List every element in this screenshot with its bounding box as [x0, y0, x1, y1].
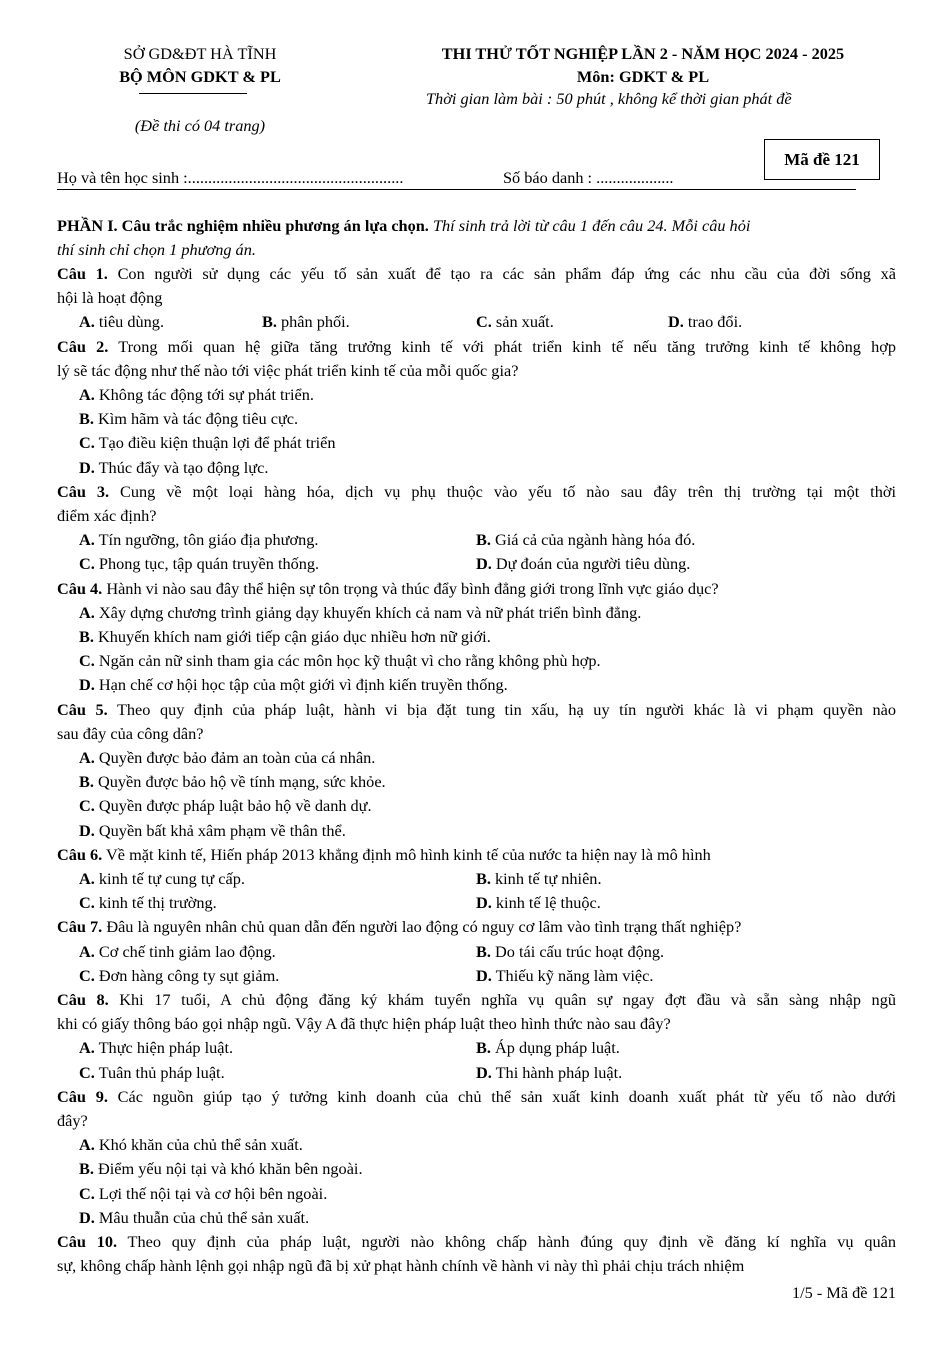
- option-label: A.: [79, 530, 95, 550]
- option-label: B.: [476, 530, 491, 550]
- option-d: [79, 1206, 309, 1230]
- student-id-field: Số báo danh : ...................: [503, 168, 674, 187]
- option-d: [476, 964, 653, 988]
- option-text: Điểm yếu nội tại và khó khăn bên ngoài.: [98, 1159, 363, 1179]
- option-label: B.: [79, 627, 94, 646]
- option-text: Lợi thế nội tại và cơ hội bên ngoài.: [98, 1183, 328, 1203]
- question-2-text-line: [57, 359, 896, 383]
- option-b: [476, 940, 664, 964]
- option-text: tiêu dùng.: [98, 312, 165, 332]
- org-line-2: BỘ MÔN GDKT & PL: [119, 67, 281, 86]
- option-label: C.: [79, 1062, 95, 1082]
- option-label: C.: [79, 965, 95, 985]
- option-c: [476, 310, 554, 334]
- exam-code: Mã đề 121: [784, 149, 860, 169]
- question-10-text-line: [57, 1230, 896, 1254]
- option-label: A.: [79, 869, 95, 888]
- option-text: phân phối.: [281, 312, 350, 332]
- option-text: Thúc đẩy và tạo động lực.: [98, 457, 269, 477]
- option-label: C.: [79, 651, 95, 671]
- option-text: Áp dụng pháp luật.: [495, 1038, 620, 1058]
- option-label: B.: [476, 941, 491, 961]
- option-d: [476, 1061, 622, 1085]
- question-8-text-line: [57, 1012, 896, 1036]
- option-text: Giá cả của ngành hàng hóa đó.: [495, 530, 696, 550]
- question-text: Cung về một loại hàng hóa, dịch vụ phụ thuộc vào yếu tố nào sau đây trên thị trường tại một thời: [120, 481, 896, 501]
- option-label: B.: [262, 312, 277, 332]
- question-3-text-line: [57, 504, 896, 528]
- option-text: kinh tế thị trường.: [98, 893, 217, 913]
- question-label: Câu 9.: [57, 1086, 108, 1106]
- option-text: Khuyến khích nam giới tiếp cận giáo dục nhiều hơn nữ giới.: [98, 627, 491, 646]
- option-label: D.: [476, 554, 492, 574]
- option-c: [79, 552, 319, 576]
- option-label: D.: [79, 820, 95, 840]
- part1-title: PHẦN I. Câu trắc nghiệm nhiều phương án lựa chọn.: [57, 216, 429, 235]
- question-5-text-line: [57, 722, 896, 746]
- option-a: [79, 940, 276, 964]
- option-d: [79, 456, 268, 480]
- option-b: [79, 407, 298, 431]
- option-text: kinh tế tự nhiên.: [495, 869, 602, 888]
- option-c: [79, 891, 217, 915]
- option-text: Cơ chế tinh giảm lao động.: [98, 941, 276, 961]
- option-label: B.: [79, 772, 94, 792]
- question-label: Câu 3.: [57, 481, 110, 501]
- question-text: Hành vi nào sau đây thể hiện sự tôn trọng và thúc đẩy bình đẳng giới trong lĩnh vực giáo dục?: [106, 578, 719, 598]
- option-label: D.: [668, 312, 684, 332]
- option-label: C.: [79, 796, 95, 816]
- question-label: Câu 1.: [57, 264, 108, 283]
- option-label: D.: [476, 893, 492, 913]
- option-d: [476, 891, 601, 915]
- question-label: Câu 8.: [57, 990, 109, 1009]
- option-text: Do tái cấu trúc hoạt động.: [495, 941, 665, 961]
- option-b: [476, 1036, 620, 1060]
- option-label: A.: [79, 1135, 95, 1155]
- question-5-text-line: [57, 698, 896, 722]
- option-label: D.: [79, 457, 95, 477]
- option-text: Quyền bất khả xâm phạm về thân thể.: [98, 820, 346, 840]
- exam-subject: Môn: GDKT & PL: [576, 67, 710, 86]
- question-label: Câu 6.: [57, 844, 103, 864]
- option-a: [79, 746, 375, 770]
- option-label: A.: [79, 941, 95, 961]
- option-text: Thi hành pháp luật.: [495, 1062, 623, 1082]
- option-label: C.: [79, 554, 95, 574]
- option-d: [476, 552, 690, 576]
- option-text: Đơn hàng công ty sụt giảm.: [98, 965, 280, 985]
- exam-code-box: [764, 139, 880, 180]
- option-label: D.: [79, 675, 95, 695]
- option-text: Tín ngưỡng, tôn giáo địa phương.: [98, 530, 319, 550]
- option-label: A.: [79, 385, 95, 404]
- question-text: Về mặt kinh tế, Hiến pháp 2013 khẳng định mô hình kinh tế của nước ta hiện nay là mô hình: [106, 844, 711, 864]
- option-text: Ngăn cản nữ sinh tham gia các môn học kỹ thuật vì cho rằng không phù hợp.: [98, 651, 601, 671]
- option-text: kinh tế tự cung tự cấp.: [98, 869, 245, 888]
- option-text: Tuân thủ pháp luật.: [98, 1062, 225, 1082]
- question-text: lý sẽ tác động như thế nào tới việc phát triển kinh tế của mỗi quốc gia?: [57, 360, 519, 380]
- question-text: Theo quy định của pháp luật, hành vi bịa đặt tung tin xấu, hạ uy tín người khác là vi phạm quyền nào: [116, 699, 896, 719]
- option-label: B.: [79, 409, 94, 429]
- option-label: A.: [79, 312, 95, 332]
- question-label: Câu 10.: [57, 1232, 118, 1251]
- option-c: [79, 964, 279, 988]
- option-label: B.: [476, 869, 491, 888]
- question-text: Con người sử dụng các yếu tố sản xuất để tạo ra các sản phẩm đáp ứng các nhu cầu của đời sống xã: [117, 264, 896, 283]
- question-3-text-line: [57, 480, 896, 504]
- option-text: trao đổi.: [687, 312, 743, 332]
- question-text: sau đây của công dân?: [57, 723, 204, 743]
- option-text: Thiếu kỹ năng làm việc.: [495, 965, 654, 985]
- option-d: [668, 310, 742, 334]
- option-label: D.: [79, 1207, 95, 1227]
- option-label: A.: [79, 1038, 95, 1058]
- option-a: [79, 528, 318, 552]
- option-b: [476, 528, 695, 552]
- option-text: Kìm hãm và tác động tiêu cực.: [98, 409, 299, 429]
- option-label: C.: [79, 1183, 95, 1203]
- option-label: C.: [476, 312, 492, 332]
- option-b: [79, 770, 386, 794]
- question-8-text-line: [57, 988, 896, 1012]
- option-label: B.: [79, 1159, 94, 1179]
- option-a: [79, 1036, 233, 1060]
- option-label: C.: [79, 433, 95, 453]
- question-10-text-line: [57, 1254, 896, 1278]
- page-footer: 1/5 - Mã đề 121: [792, 1283, 896, 1302]
- option-text: Quyền được pháp luật bảo hộ về danh dự.: [98, 796, 372, 816]
- question-text: khi có giấy thông báo gọi nhập ngũ. Vậy A đã thực hiện pháp luật theo hình thức nào sau đây?: [57, 1014, 671, 1034]
- option-b: [79, 1157, 363, 1181]
- question-label: Câu 5.: [57, 699, 108, 719]
- option-label: D.: [476, 965, 492, 985]
- org-line-1: SỞ GD&ĐT HÀ TĨNH: [123, 44, 277, 63]
- option-b: [79, 625, 491, 649]
- option-text: Dự đoán của người tiêu dùng.: [495, 554, 691, 574]
- option-a: [79, 310, 164, 334]
- option-text: Tạo điều kiện thuận lợi để phát triển: [98, 433, 336, 453]
- question-text: điểm xác định?: [57, 506, 157, 525]
- option-a: [79, 867, 245, 891]
- option-label: D.: [476, 1062, 492, 1082]
- option-text: Hạn chế cơ hội học tập của một giới vì định kiến truyền thống.: [98, 675, 508, 695]
- option-text: Không tác động tới sự phát triển.: [98, 385, 314, 404]
- question-text: đây?: [57, 1111, 88, 1130]
- option-text: Quyền được bảo đảm an toàn của cá nhân.: [98, 748, 376, 767]
- option-label: C.: [79, 893, 95, 913]
- option-c: [79, 794, 372, 818]
- part1-instruction: Thí sinh trả lời từ câu 1 đến câu 24. Mỗi câu hỏi: [432, 216, 751, 235]
- exam-title: THI THỬ TỐT NGHIỆP LẦN 2 - NĂM HỌC 2024 - 2025: [441, 44, 845, 63]
- option-c: [79, 1182, 327, 1206]
- option-d: [79, 819, 346, 843]
- question-text: Các nguồn giúp tạo ý tưởng kinh doanh của chủ thể sản xuất kinh doanh xuất phát từ yếu tố nào dưới: [117, 1086, 896, 1106]
- question-4-text-line: [57, 577, 896, 601]
- option-b: [476, 867, 602, 891]
- question-1-text-line: [57, 262, 896, 286]
- option-d: [79, 673, 508, 697]
- question-9-text-line: [57, 1085, 896, 1109]
- question-6-text-line: [57, 843, 896, 867]
- question-label: Câu 2.: [57, 336, 109, 356]
- option-a: [79, 383, 314, 407]
- question-label: Câu 4.: [57, 578, 103, 598]
- part1-instruction-cont: thí sinh chỉ chọn 1 phương án.: [57, 240, 256, 259]
- question-9-text-line: [57, 1109, 896, 1133]
- option-c: [79, 649, 601, 673]
- option-text: Quyền được bảo hộ về tính mạng, sức khỏe.: [98, 772, 386, 792]
- question-text: Khi 17 tuổi, A chủ động đăng ký khám tuyển nghĩa vụ quân sự ngay đợt đầu và sẵn sàng nhập ngũ: [119, 990, 896, 1009]
- option-a: [79, 601, 641, 625]
- option-label: A.: [79, 748, 95, 767]
- option-text: Phong tục, tập quán truyền thống.: [98, 554, 320, 574]
- option-text: Khó khăn của chủ thể sản xuất.: [98, 1135, 303, 1155]
- question-7-text-line: [57, 915, 896, 939]
- option-text: kinh tế lệ thuộc.: [495, 893, 601, 913]
- part1-heading: [57, 214, 750, 238]
- option-text: sản xuất.: [495, 312, 554, 332]
- option-label: B.: [476, 1038, 491, 1058]
- question-text: Theo quy định của pháp luật, người nào không chấp hành đúng quy định về đăng kí nghĩa vụ quân: [127, 1232, 896, 1251]
- option-b: [262, 310, 350, 334]
- student-name-field: Họ và tên học sinh :.....................................................: [57, 168, 404, 187]
- question-text: Đâu là nguyên nhân chủ quan dẫn đến người lao động có nguy cơ lâm vào tình trạng thất nghiệp?: [106, 917, 742, 937]
- time-note: Thời gian làm bài : 50 phút , không kể thời gian phát đề: [426, 89, 792, 108]
- org-underline: [139, 93, 247, 94]
- question-text: sự, không chấp hành lệnh gọi nhập ngũ đã bị xử phạt hành chính về hành vi này thì phải chịu trách nhiệm: [57, 1256, 745, 1276]
- pages-note: (Đề thi có 04 trang): [134, 116, 266, 135]
- option-label: A.: [79, 602, 95, 622]
- question-label: Câu 7.: [57, 917, 103, 937]
- option-c: [79, 431, 336, 455]
- option-text: Xây dựng chương trình giảng dạy khuyến khích cả nam và nữ phát triển bình đẳng.: [98, 602, 642, 622]
- question-1-text-line: [57, 286, 896, 310]
- question-2-text-line: [57, 335, 896, 359]
- question-text: Trong mối quan hệ giữa tăng trưởng kinh tế với phát triển kinh tế nếu tăng trưởng kinh tế không hợp: [118, 336, 896, 356]
- header-divider: [57, 189, 856, 190]
- option-text: Thực hiện pháp luật.: [98, 1038, 234, 1058]
- option-text: Mâu thuẫn của chủ thể sản xuất.: [98, 1207, 310, 1227]
- option-c: [79, 1061, 225, 1085]
- option-a: [79, 1133, 303, 1157]
- question-text: hội là hoạt động: [57, 288, 163, 308]
